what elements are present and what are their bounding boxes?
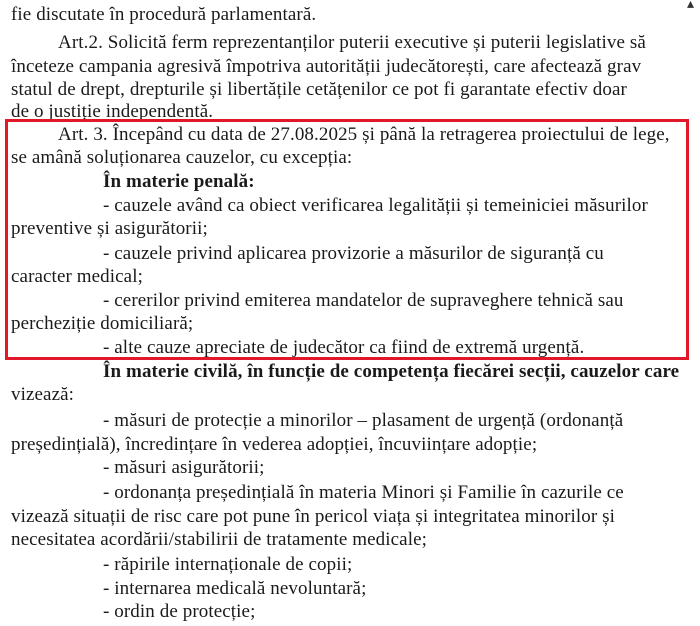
line-art3-1: Art. 3. Începând cu data de 27.08.2025 și până la retragerea proiectului de lege, bbox=[58, 124, 670, 145]
line-penal-2a: - cauzele privind aplicarea provizorie a măsurilor de siguranță cu bbox=[103, 243, 604, 264]
line-civil-7: - internarea medicală nevoluntară; bbox=[103, 578, 367, 599]
line-penal-4: - alte cauze apreciate de judecător ca fiind de extremă urgență. bbox=[103, 337, 585, 358]
line-penal-1a: - cauzele având ca obiect verificarea legalității și temeiniciei măsurilor bbox=[103, 195, 648, 216]
line-art2-2: înceteze campania agresivă împotriva autorității judecătorești, care afectează grav bbox=[11, 56, 642, 77]
line-penal-3a: - cererilor privind emiterea mandatelor de supraveghere tehnică sau bbox=[103, 290, 624, 311]
line-civil-1: În materie civilă, în funcție de competența fiecărei secții, cauzelor care bbox=[103, 361, 680, 382]
line-art2-4: de o justiție independentă. bbox=[11, 101, 214, 122]
line-civil-5c: necesitatea acordării/stabilirii de tratamente medicale; bbox=[11, 529, 428, 550]
line-penal-3b: percheziție domiciliară; bbox=[11, 313, 194, 334]
line-penal-1b: preventive și asigurătorii; bbox=[11, 218, 208, 239]
line-civil-4: - măsuri asigurătorii; bbox=[103, 457, 265, 478]
line-civil-2: vizează: bbox=[11, 384, 75, 405]
line-art3-2: se amână soluționarea cauzelor, cu excepția: bbox=[11, 147, 353, 168]
line-civil-3a: - măsuri de protecție a minorilor – plasament de urgență (ordonanță bbox=[103, 410, 624, 431]
heading-materie-penala: În materie penală: bbox=[103, 171, 255, 192]
line-civil-6: - răpirile internaționale de copii; bbox=[103, 554, 353, 575]
line-art2-3: statul de drept, drepturile și libertățile cetățenilor ce pot fi garantate efectiv doar bbox=[11, 79, 627, 100]
line-penal-2b: caracter medical; bbox=[11, 266, 143, 287]
line-art2-1: Art.2. Solicită ferm reprezentanților puterii executive și puterii legislative să bbox=[58, 32, 646, 53]
corner-mark: ▴ bbox=[686, 0, 694, 12]
line-civil-8: - ordin de protecție; bbox=[103, 601, 256, 622]
line-civil-5b: vizează situații de risc care pot pune în pericol viața și integritatea minorilor și bbox=[11, 506, 616, 527]
line-civil-5a: - ordonanța președințială în materia Minori și Familie în cazurile ce bbox=[103, 482, 624, 503]
line-art1-end: fie discutate în procedură parlamentară. bbox=[11, 4, 317, 25]
line-civil-3b: președințială), încredințare în vederea adopției, încuviințare adopție; bbox=[11, 434, 538, 455]
